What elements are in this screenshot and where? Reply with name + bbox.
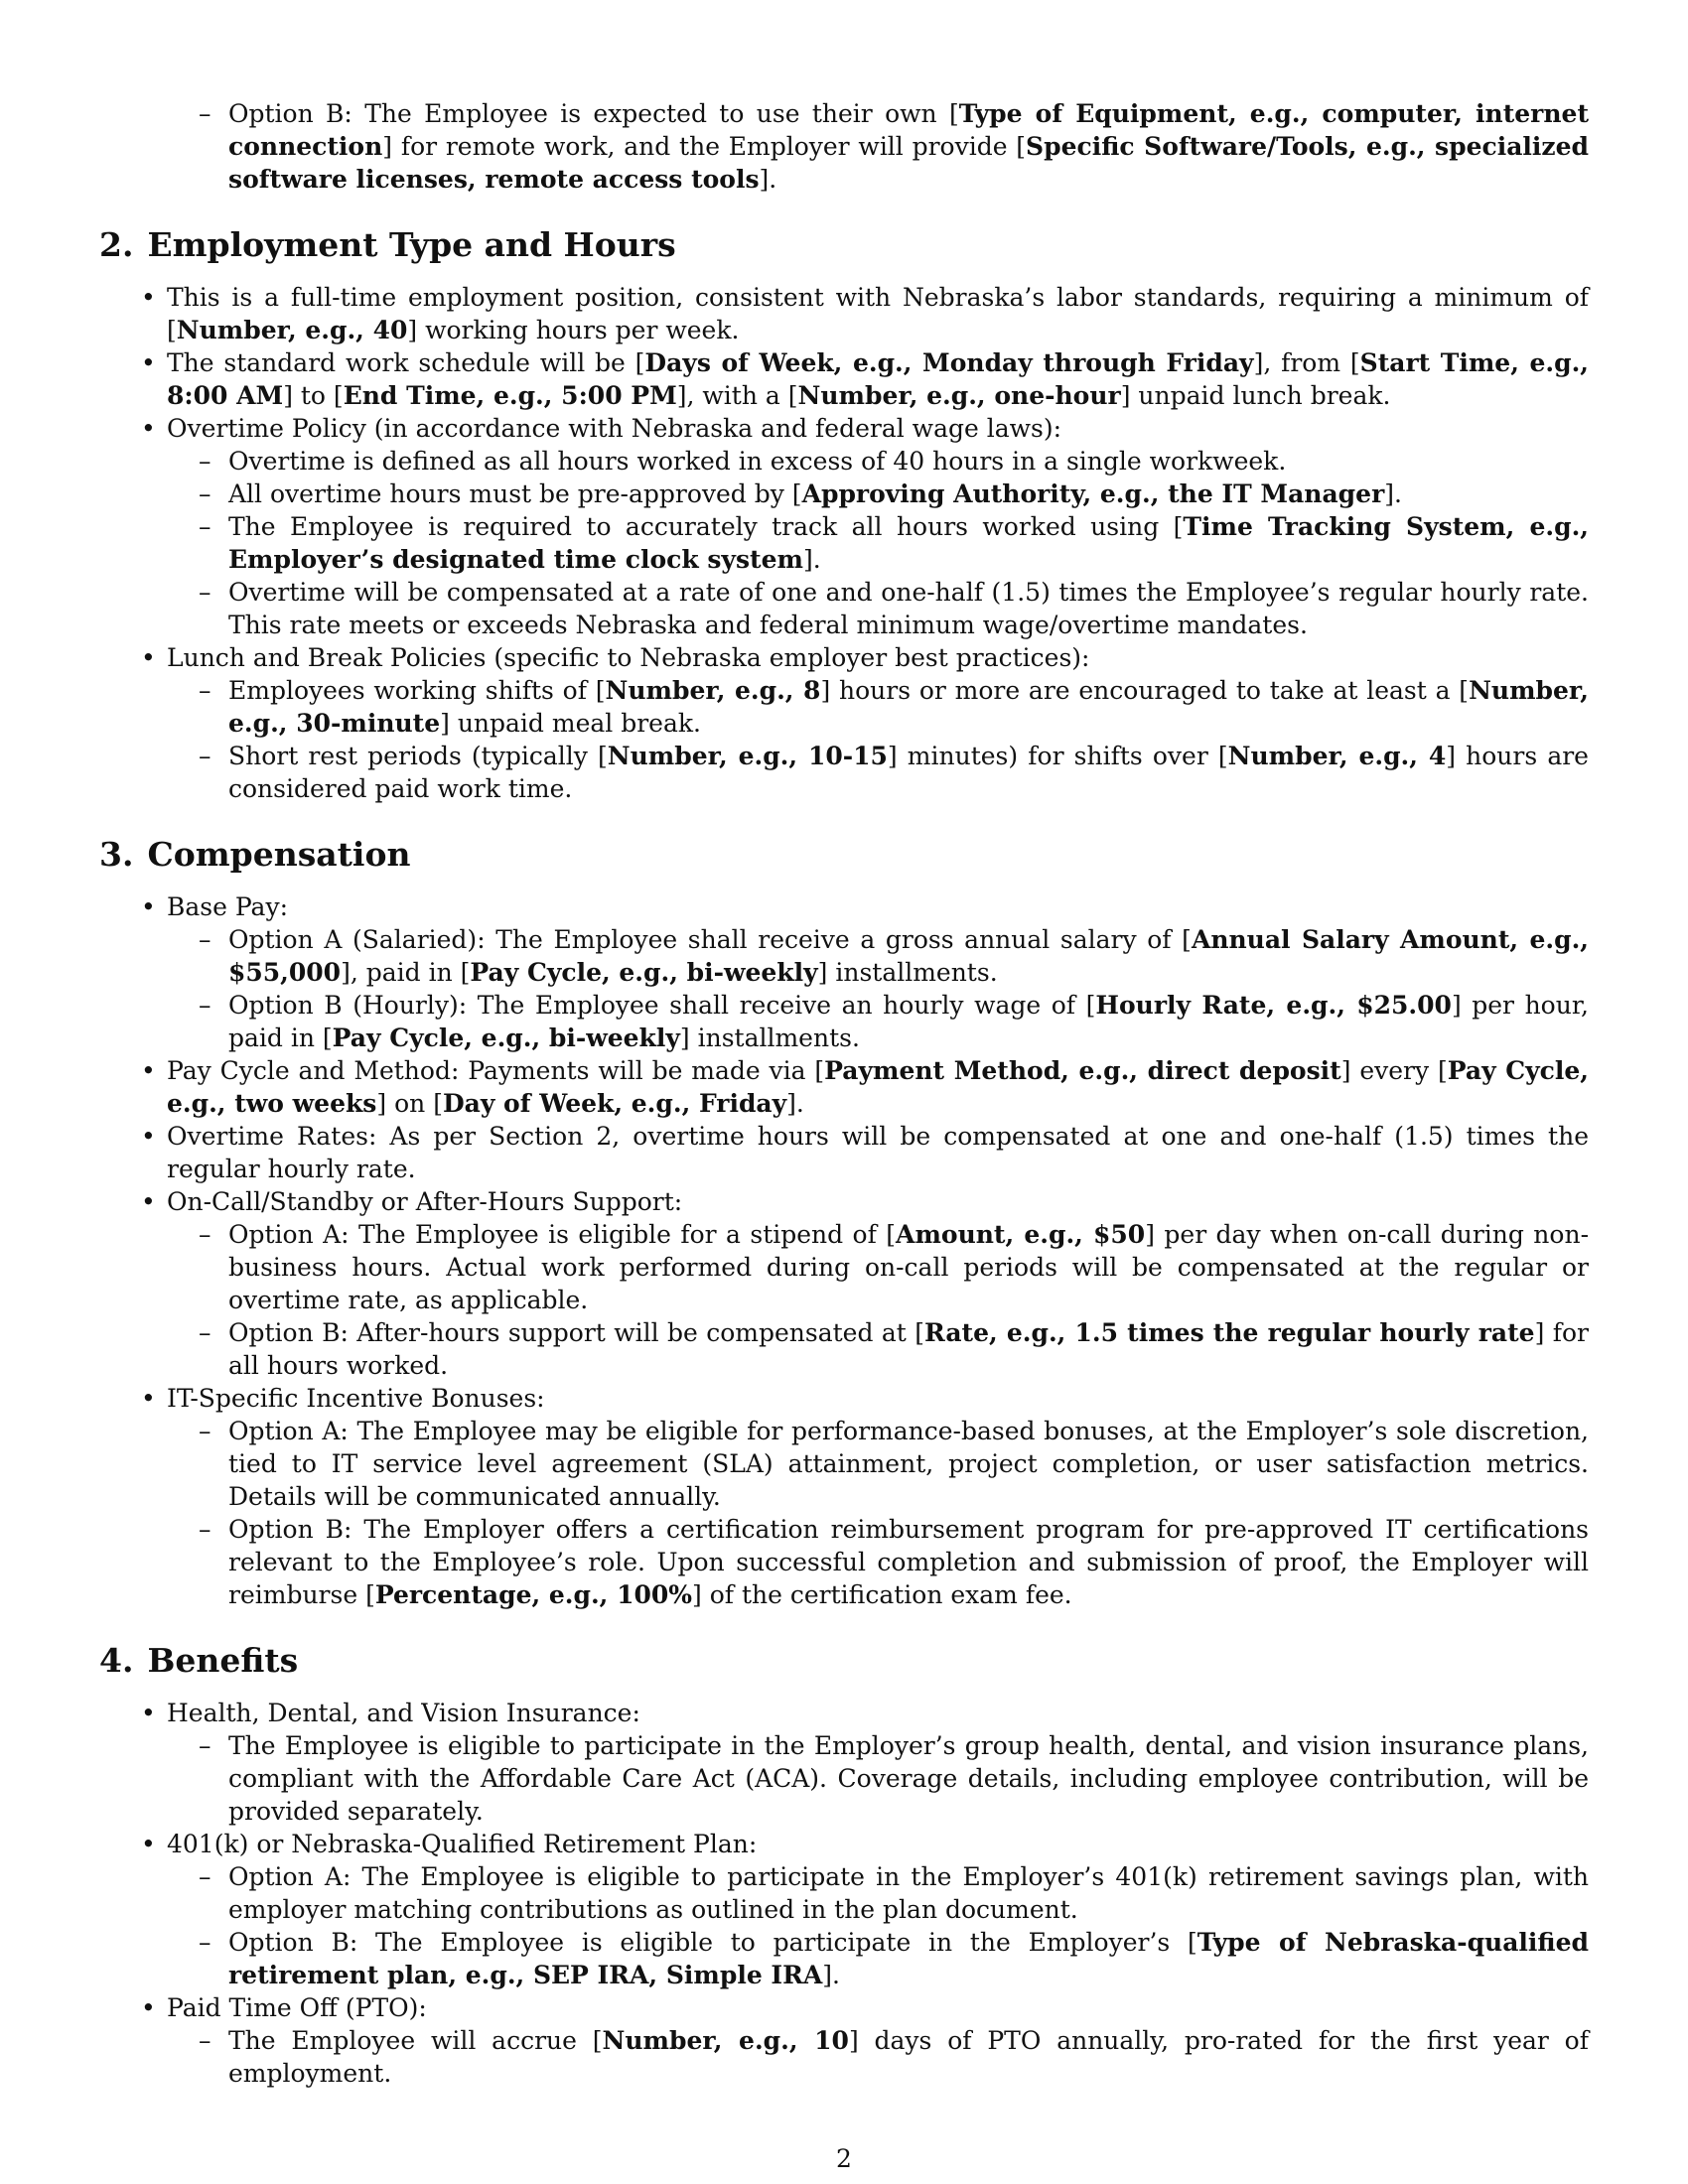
bullet-item [99, 346, 1589, 412]
sub-list [167, 1860, 1589, 1991]
placeholder-field: Pay Cycle, e.g., bi-weekly [470, 958, 818, 987]
text-run: Option B: The Employee is expected to use their own [ [228, 99, 959, 128]
placeholder-field: Number, e.g., 10 [602, 2026, 849, 2055]
text-run: Overtime Policy (in accordance with Nebraska and federal wage laws): [167, 414, 1062, 443]
text-run: ] per hour, paid in [ [228, 991, 1589, 1052]
bullet-item [99, 281, 1589, 346]
sub-item [167, 923, 1589, 989]
section [99, 225, 1589, 805]
sections-container [99, 225, 1589, 2090]
text-run: ] installments. [817, 958, 998, 987]
text-run: Option B: The Employee is eligible to participate in the Employer’s [ [228, 1928, 1197, 1957]
text-run: Overtime will be compensated at a rate of one and one-half (1.5) times the Employee’s regular hourly rate. This rate meets or exceeds Nebraska and federal minimum wage/overtime mandates. [228, 578, 1589, 639]
sub-item [167, 989, 1589, 1054]
placeholder-field: Type of Equipment, e.g., computer, internet connection [228, 99, 1589, 161]
text-run: ] of the certification exam fee. [692, 1580, 1072, 1609]
text-run: Option B: After-hours support will be compensated at [ [228, 1318, 924, 1347]
text-run: ] every [ [1340, 1056, 1448, 1085]
placeholder-field: Type of Nebraska-qualified retirement plan, e.g., SEP IRA, Simple IRA [228, 1928, 1589, 1989]
bullet-item [99, 890, 1589, 1054]
text-run: ] for remote work, and the Employer will provide [ [382, 132, 1027, 161]
text-run: IT-Specific Incentive Bonuses: [167, 1384, 545, 1413]
text-run: Employees working shifts of [ [228, 676, 606, 705]
section-heading [99, 1641, 1589, 1681]
bullet-list [99, 890, 1589, 1611]
placeholder-field: Payment Method, e.g., direct deposit [824, 1056, 1341, 1085]
text-run: ] minutes) for shifts over [ [887, 742, 1228, 770]
list-item [167, 97, 1589, 196]
text-run: ] unpaid meal break. [440, 709, 701, 738]
bullet-list [99, 281, 1589, 805]
text-run: All overtime hours must be pre-approved by [ [228, 479, 802, 508]
sub-item [167, 478, 1589, 510]
placeholder-field: Pay Cycle, e.g., bi-weekly [332, 1024, 680, 1052]
placeholder-field: Number, e.g., 40 [176, 316, 408, 344]
section-number: 3. [99, 835, 134, 874]
text-run: Overtime is defined as all hours worked in excess of 40 hours in a single workweek. [228, 447, 1287, 476]
text-run: The Employee is eligible to participate in the Employer’s group health, dental, and vision insurance plans, compliant with the Affordable Care Act (ACA). Coverage details, including employee contribution, will be provided separately. [228, 1731, 1589, 1826]
sub-item [167, 1926, 1589, 1991]
text-run: ] hours or more are encouraged to take at least a [ [820, 676, 1470, 705]
bullet-item [99, 412, 1589, 641]
text-run: On-Call/Standby or After-Hours Support: [167, 1187, 683, 1216]
continued-list [99, 97, 1589, 196]
section-heading [99, 225, 1589, 265]
text-run: ], with a [ [676, 381, 798, 410]
section-title: Benefits [147, 1641, 299, 1680]
placeholder-field: Number, e.g., 30-minute [228, 676, 1589, 738]
placeholder-field: End Time, e.g., 5:00 PM [343, 381, 677, 410]
sub-item [167, 1415, 1589, 1513]
text-run: ] on [ [376, 1089, 443, 1118]
bullet-item [99, 1120, 1589, 1185]
text-run: ]. [759, 165, 777, 194]
section [99, 835, 1589, 1611]
placeholder-field: Start Time, e.g., 8:00 AM [167, 348, 1589, 410]
text-run: ] installments. [679, 1024, 860, 1052]
placeholder-field: Number, e.g., 8 [605, 676, 821, 705]
placeholder-field: Number, e.g., 10-15 [607, 742, 888, 770]
text-run: Paid Time Off (PTO): [167, 1993, 427, 2022]
sub-item [167, 1729, 1589, 1828]
sub-list [167, 2024, 1589, 2090]
text-run: Overtime Rates: As per Section 2, overtime hours will be compensated at one and one-half (1.5) times the regular hourly rate. [167, 1122, 1589, 1183]
text-run: Option B (Hourly): The Employee shall receive an hourly wage of [ [228, 991, 1096, 1020]
text-run: Option A: The Employee may be eligible for performance-based bonuses, at the Employer’s sole discretion, tied to IT service level agreement (SLA) attainment, project completion, or user satisfaction metrics. Details will be communicated annually. [228, 1417, 1589, 1511]
placeholder-field: Number, e.g., 4 [1227, 742, 1447, 770]
sub-item [167, 674, 1589, 740]
bullet-item [99, 641, 1589, 805]
text-run: ], paid in [ [341, 958, 471, 987]
text-run: ]. [822, 1961, 840, 1989]
sub-list [167, 1218, 1589, 1382]
sub-item [167, 1316, 1589, 1382]
text-run: Option A (Salaried): The Employee shall receive a gross annual salary of [ [228, 925, 1192, 954]
placeholder-field: Pay Cycle, e.g., two weeks [167, 1056, 1589, 1118]
sub-list [167, 1729, 1589, 1828]
section [99, 1641, 1589, 2090]
section-heading [99, 835, 1589, 875]
text-run: ]. [802, 545, 821, 574]
bullet-item [99, 1382, 1589, 1611]
placeholder-field: Time Tracking System, e.g., Employer’s designated time clock system [228, 512, 1589, 574]
sub-item [167, 445, 1589, 478]
placeholder-field: Percentage, e.g., 100% [374, 1580, 693, 1609]
text-run: ], from [ [1253, 348, 1360, 377]
text-run: ] per day when on-call during non-business hours. Actual work performed during on-call periods will be compensated at the regular or overtime rate, as applicable. [228, 1220, 1590, 1314]
placeholder-field: Annual Salary Amount, e.g., $55,000 [228, 925, 1589, 987]
text-run: The standard work schedule will be [ [167, 348, 645, 377]
section-title: Compensation [147, 835, 411, 874]
placeholder-field: Rate, e.g., 1.5 times the regular hourly rate [923, 1318, 1535, 1347]
text-run: Option B: The Employer offers a certification reimbursement program for pre-approved IT certifications relevant to the Employee’s role. Upon successful completion and submission of proof, the Employer will reimburse [ [228, 1515, 1589, 1609]
sub-list [167, 1415, 1589, 1611]
text-run: 401(k) or Nebraska-Qualified Retirement Plan: [167, 1830, 758, 1858]
text-run: ] days of PTO annually, pro-rated for the first year of employment. [228, 2026, 1589, 2088]
bullet-item [99, 1185, 1589, 1382]
placeholder-field: Day of Week, e.g., Friday [442, 1089, 787, 1118]
placeholder-field: Hourly Rate, e.g., $25.00 [1095, 991, 1452, 1020]
text-run: ] to [ [283, 381, 344, 410]
text-run: Pay Cycle and Method: Payments will be made via [ [167, 1056, 825, 1085]
bullet-item [99, 1828, 1589, 1991]
text-run: ] working hours per week. [407, 316, 740, 344]
text-run: The Employee will accrue [ [228, 2026, 603, 2055]
text-run: ]. [1384, 479, 1402, 508]
text-run: The Employee is required to accurately track all hours worked using [ [228, 512, 1184, 541]
page-content [99, 97, 1589, 2090]
sub-list [167, 445, 1589, 641]
section-number: 4. [99, 1641, 134, 1680]
text-run: ] unpaid lunch break. [1120, 381, 1391, 410]
section-number: 2. [99, 225, 134, 264]
sub-list [167, 674, 1589, 805]
bullet-item [99, 1054, 1589, 1120]
sub-list [167, 923, 1589, 1054]
placeholder-field: Amount, e.g., $50 [896, 1220, 1146, 1249]
text-run: Option A: The Employee is eligible for a stipend of [ [228, 1220, 897, 1249]
sub-item [167, 1218, 1589, 1316]
placeholder-field: Approving Authority, e.g., the IT Manager [801, 479, 1385, 508]
text-run: ]. [786, 1089, 804, 1118]
sub-item [167, 510, 1589, 576]
bullet-item [99, 1991, 1589, 2090]
text-run: Short rest periods (typically [ [228, 742, 608, 770]
text-run: ] for all hours worked. [228, 1318, 1589, 1380]
sub-item [167, 1860, 1589, 1926]
placeholder-field: Days of Week, e.g., Monday through Friday [644, 348, 1254, 377]
text-run: This is a full-time employment position, consistent with Nebraska’s labor standards, requiring a minimum of [ [167, 283, 1589, 344]
placeholder-field: Specific Software/Tools, e.g., specialized software licenses, remote access tools [228, 132, 1589, 194]
sub-item [167, 1513, 1589, 1611]
text-run: Base Pay: [167, 892, 288, 921]
sub-item [167, 2024, 1589, 2090]
sub-item [167, 740, 1589, 805]
text-run: Option A: The Employee is eligible to participate in the Employer’s 401(k) retirement savings plan, with employer matching contributions as outlined in the plan document. [228, 1862, 1589, 1924]
text-run: Lunch and Break Policies (specific to Nebraska employer best practices): [167, 643, 1090, 672]
text-run: Health, Dental, and Vision Insurance: [167, 1699, 640, 1727]
section-title: Employment Type and Hours [147, 225, 676, 264]
bullet-item [99, 1697, 1589, 1828]
page-number: 2 [836, 2144, 852, 2173]
text-run: ] hours are considered paid work time. [228, 742, 1589, 803]
sub-item [167, 576, 1589, 641]
placeholder-field: Number, e.g., one-hour [797, 381, 1121, 410]
bullet-list [99, 1697, 1589, 2090]
